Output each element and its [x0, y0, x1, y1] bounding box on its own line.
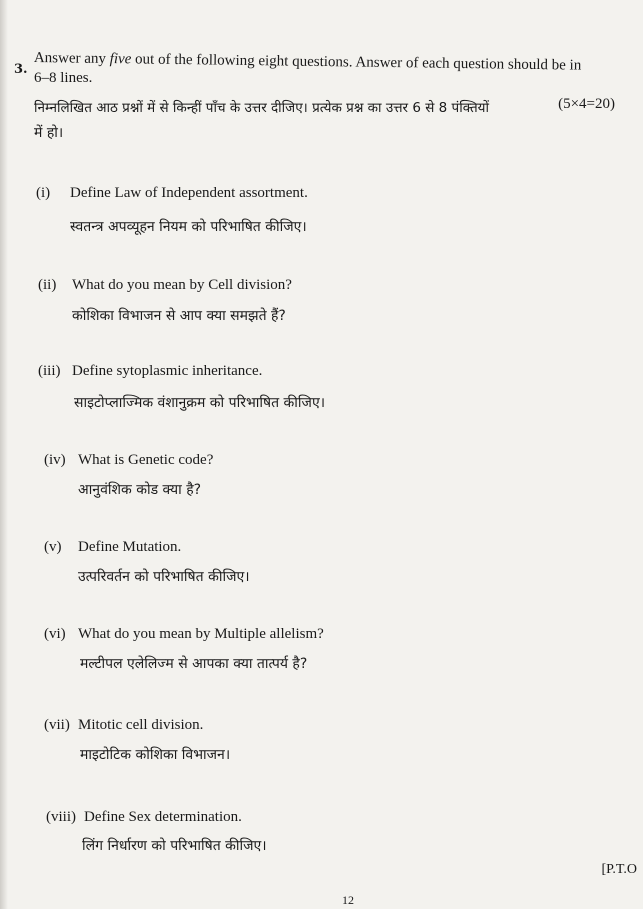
item-number: (v)	[44, 539, 62, 555]
question-item	[38, 274, 292, 324]
item-number: (i)	[36, 185, 51, 201]
item-text-hi: मल्टीपल एलेलिज्म से आपका क्या तात्पर्य है?	[80, 656, 308, 672]
marks-label: (5×4=20)	[558, 96, 615, 112]
item-text-hi: लिंग निर्धारण को परिभाषित कीजिए।	[82, 838, 267, 854]
item-text-hi: माइटोटिक कोशिका विभाजन।	[80, 747, 231, 763]
item-text-en: What is Genetic code?	[78, 452, 214, 468]
instruction-hi-line1: निम्नलिखित आठ प्रश्नों में से किन्हीं पाँच के उत्तर दीजिए। प्रत्येक प्रश्न का उत्तर 6 से 8 पंक्तियों	[34, 100, 489, 116]
page-number: 12	[342, 893, 354, 907]
question-item	[44, 449, 214, 498]
item-text-hi: उत्परिवर्तन को परिभाषित कीजिए।	[78, 569, 250, 585]
instruction-en-line1	[34, 50, 582, 75]
item-text-en: What do you mean by Multiple allelism?	[78, 626, 324, 642]
item-text-en: Define sytoplasmic inheritance.	[72, 363, 263, 379]
instruction-en-line2: 6–8 lines.	[34, 70, 93, 86]
item-text-hi: स्वतन्त्र अपव्यूहन नियम को परिभाषित कीजिए।	[70, 219, 307, 235]
item-text-hi: साइटोप्लाज्मिक वंशानुक्रम को परिभाषित कीजिए।	[74, 395, 325, 411]
question-item	[46, 806, 267, 854]
question-item	[44, 714, 231, 763]
pto-label: [P.T.O	[601, 862, 637, 877]
item-text-hi: कोशिका विभाजन से आप क्या समझते हैं?	[72, 308, 286, 324]
item-text-en: What do you mean by Cell division?	[72, 277, 292, 293]
item-text-en: Define Sex determination.	[84, 809, 242, 825]
question-item	[38, 360, 325, 411]
question-item	[44, 623, 324, 672]
item-number: (iv)	[44, 452, 66, 468]
instruction-en-part-b: out of the following eight questions. Answer of each question should be in	[131, 51, 582, 74]
item-number: (iii)	[38, 363, 61, 379]
page-edge-shadow	[0, 0, 8, 909]
instruction-en-five: five	[109, 51, 132, 68]
item-number: (vii)	[44, 717, 70, 733]
instruction-en-part-a: Answer any	[33, 50, 110, 68]
question-item	[44, 536, 250, 585]
item-number: (ii)	[38, 277, 57, 293]
question-item	[36, 182, 308, 235]
item-text-en: Define Mutation.	[78, 539, 182, 555]
instruction-hi-line2: में हो।	[34, 125, 64, 141]
item-text-hi: आनुवंशिक कोड क्या है?	[78, 482, 202, 498]
question-number: 3.	[14, 62, 28, 77]
item-text-en: Define Law of Independent assortment.	[70, 185, 308, 201]
item-number: (viii)	[46, 809, 76, 825]
item-text-en: Mitotic cell division.	[78, 717, 204, 733]
item-number: (vi)	[44, 626, 66, 642]
